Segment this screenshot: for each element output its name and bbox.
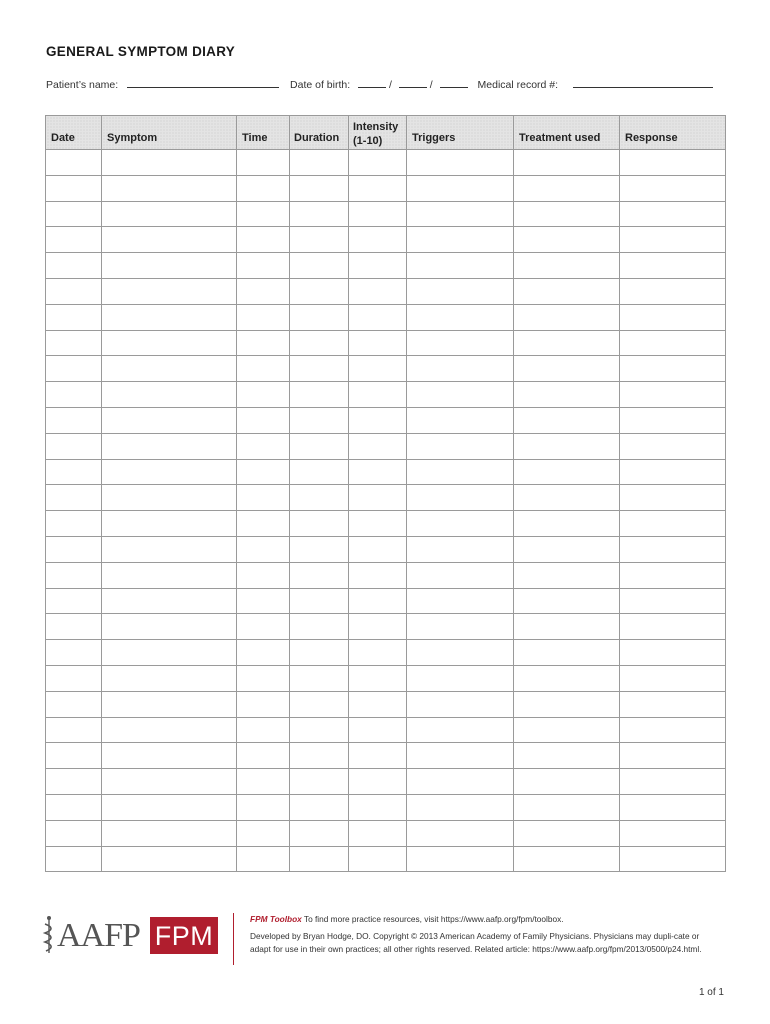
table-cell[interactable] [290, 407, 349, 433]
table-cell[interactable] [102, 150, 237, 176]
table-cell[interactable] [46, 640, 102, 666]
table-cell[interactable] [514, 433, 620, 459]
table-cell[interactable] [237, 253, 290, 279]
table-cell[interactable] [407, 536, 514, 562]
table-cell[interactable] [237, 846, 290, 872]
table-cell[interactable] [46, 820, 102, 846]
table-cell[interactable] [620, 743, 726, 769]
table-cell[interactable] [290, 691, 349, 717]
table-cell[interactable] [620, 511, 726, 537]
header-time: Time [237, 116, 290, 150]
table-row [46, 562, 726, 588]
table-cell[interactable] [102, 304, 237, 330]
table-cell[interactable] [102, 382, 237, 408]
table-cell[interactable] [349, 227, 407, 253]
table-cell[interactable] [407, 665, 514, 691]
table-cell[interactable] [46, 175, 102, 201]
table-row [46, 640, 726, 666]
table-cell[interactable] [102, 769, 237, 795]
footer-divider [233, 913, 234, 965]
table-cell[interactable] [349, 769, 407, 795]
table-cell[interactable] [102, 743, 237, 769]
table-cell[interactable] [620, 665, 726, 691]
table-cell[interactable] [102, 588, 237, 614]
table-cell[interactable] [290, 201, 349, 227]
document-title: GENERAL SYMPTOM DIARY [46, 44, 236, 59]
table-cell[interactable] [102, 201, 237, 227]
table-cell[interactable] [407, 382, 514, 408]
table-cell[interactable] [290, 304, 349, 330]
table-row [46, 794, 726, 820]
table-cell[interactable] [407, 407, 514, 433]
table-cell[interactable] [102, 562, 237, 588]
table-cell[interactable] [237, 433, 290, 459]
table-row [46, 691, 726, 717]
table-cell[interactable] [102, 227, 237, 253]
table-cell[interactable] [237, 278, 290, 304]
table-cell[interactable] [349, 562, 407, 588]
symptom-diary-table [45, 115, 726, 872]
table-cell[interactable] [407, 691, 514, 717]
table-cell[interactable] [290, 382, 349, 408]
table-row [46, 304, 726, 330]
table-cell[interactable] [290, 278, 349, 304]
table-cell[interactable] [620, 304, 726, 330]
table-cell[interactable] [46, 253, 102, 279]
table-cell[interactable] [102, 433, 237, 459]
table-cell[interactable] [237, 743, 290, 769]
table-cell[interactable] [514, 150, 620, 176]
table-cell[interactable] [46, 511, 102, 537]
table-cell[interactable] [290, 588, 349, 614]
table-row [46, 743, 726, 769]
patient-name-label: Patient’s name: [46, 79, 119, 91]
table-cell[interactable] [514, 278, 620, 304]
table-cell[interactable] [102, 640, 237, 666]
table-cell[interactable] [514, 691, 620, 717]
table-cell[interactable] [620, 640, 726, 666]
table-header-row [46, 116, 726, 150]
toolbox-line [250, 913, 720, 925]
table-cell[interactable] [407, 743, 514, 769]
table-cell[interactable] [290, 459, 349, 485]
table-cell[interactable] [102, 691, 237, 717]
table-body [46, 150, 726, 872]
table-cell[interactable] [620, 407, 726, 433]
table-cell[interactable] [237, 794, 290, 820]
table-cell[interactable] [514, 382, 620, 408]
table-cell[interactable] [46, 485, 102, 511]
table-row [46, 459, 726, 485]
dob-month-field[interactable] [358, 77, 386, 88]
table-cell[interactable] [237, 820, 290, 846]
table-cell[interactable] [46, 227, 102, 253]
table-cell[interactable] [349, 382, 407, 408]
table-cell[interactable] [349, 511, 407, 537]
table-cell[interactable] [46, 201, 102, 227]
table-cell[interactable] [349, 459, 407, 485]
table-cell[interactable] [349, 356, 407, 382]
table-cell[interactable] [620, 614, 726, 640]
table-cell[interactable] [349, 665, 407, 691]
table-cell[interactable] [237, 640, 290, 666]
table-cell[interactable] [620, 588, 726, 614]
table-cell[interactable] [290, 511, 349, 537]
dob-label: Date of birth: [290, 79, 351, 91]
table-cell[interactable] [620, 330, 726, 356]
table-cell[interactable] [620, 201, 726, 227]
table-cell[interactable] [237, 227, 290, 253]
table-cell[interactable] [102, 511, 237, 537]
table-cell[interactable] [349, 717, 407, 743]
table-cell[interactable] [46, 407, 102, 433]
table-cell[interactable] [102, 175, 237, 201]
table-cell[interactable] [514, 614, 620, 640]
header-response: Response [620, 116, 726, 150]
table-cell[interactable] [514, 511, 620, 537]
table-cell[interactable] [46, 614, 102, 640]
table-cell[interactable] [290, 227, 349, 253]
header-triggers: Triggers [407, 116, 514, 150]
table-cell[interactable] [349, 588, 407, 614]
table-cell[interactable] [514, 536, 620, 562]
table-cell[interactable] [514, 665, 620, 691]
fpm-badge: FPM [150, 917, 218, 954]
table-cell[interactable] [237, 356, 290, 382]
credit-text: Developed by Bryan Hodge, DO. Copyright © 2013 American Academy of Family Physicians. Physicians may dupli-cate or adapt for use in their own practices; all other rights reserved. Related article: https://www.aafp.org/fpm/2013/0500/p24.html. [250, 931, 702, 954]
table-cell[interactable] [407, 253, 514, 279]
table-cell[interactable] [237, 588, 290, 614]
table-cell[interactable] [407, 769, 514, 795]
table-cell[interactable] [620, 794, 726, 820]
table-cell[interactable] [46, 304, 102, 330]
table-cell[interactable] [620, 820, 726, 846]
table-row [46, 175, 726, 201]
table-cell[interactable] [620, 691, 726, 717]
table-cell[interactable] [514, 485, 620, 511]
header-duration: Duration [290, 116, 349, 150]
table-cell[interactable] [290, 150, 349, 176]
table-cell[interactable] [290, 253, 349, 279]
table-cell[interactable] [349, 614, 407, 640]
header-intensity-line2: (1-10) [353, 134, 383, 147]
table-row [46, 253, 726, 279]
table-cell[interactable] [407, 201, 514, 227]
table-cell[interactable] [102, 459, 237, 485]
table-cell[interactable] [237, 330, 290, 356]
table-cell[interactable] [514, 717, 620, 743]
table-cell[interactable] [46, 356, 102, 382]
table-cell[interactable] [349, 253, 407, 279]
table-cell[interactable] [290, 433, 349, 459]
table-cell[interactable] [514, 562, 620, 588]
table-cell[interactable] [620, 846, 726, 872]
table-cell[interactable] [46, 691, 102, 717]
table-cell[interactable] [620, 562, 726, 588]
footer-text [250, 913, 720, 960]
dob-separator: / [429, 79, 433, 91]
table-row [46, 588, 726, 614]
table-cell[interactable] [407, 175, 514, 201]
table-cell[interactable] [46, 433, 102, 459]
table-cell[interactable] [46, 150, 102, 176]
table-cell[interactable] [407, 846, 514, 872]
table-cell[interactable] [237, 304, 290, 330]
table-cell[interactable] [237, 769, 290, 795]
table-cell[interactable] [620, 356, 726, 382]
table-cell[interactable] [290, 562, 349, 588]
table-cell[interactable] [620, 717, 726, 743]
table-cell[interactable] [514, 769, 620, 795]
table-cell[interactable] [349, 201, 407, 227]
dob-day-field[interactable] [399, 77, 427, 88]
table-cell[interactable] [102, 407, 237, 433]
table-row [46, 433, 726, 459]
table-cell[interactable] [407, 562, 514, 588]
table-cell[interactable] [102, 330, 237, 356]
table-cell[interactable] [407, 356, 514, 382]
table-cell[interactable] [514, 175, 620, 201]
table-cell[interactable] [290, 175, 349, 201]
table-cell[interactable] [290, 743, 349, 769]
table-cell[interactable] [349, 433, 407, 459]
table-cell[interactable] [514, 743, 620, 769]
patient-name-field[interactable] [127, 77, 279, 88]
table-cell[interactable] [102, 356, 237, 382]
table-cell[interactable] [237, 536, 290, 562]
table-cell[interactable] [407, 485, 514, 511]
table-cell[interactable] [102, 665, 237, 691]
table-cell[interactable] [46, 330, 102, 356]
page-number: 1 of 1 [698, 987, 724, 998]
table-cell[interactable] [290, 536, 349, 562]
table-cell[interactable] [407, 640, 514, 666]
table-cell[interactable] [620, 769, 726, 795]
table-cell[interactable] [620, 536, 726, 562]
table-cell[interactable] [46, 665, 102, 691]
table-cell[interactable] [46, 382, 102, 408]
table-cell[interactable] [237, 562, 290, 588]
header-treatment-used: Treatment used [514, 116, 620, 150]
caduceus-icon [42, 915, 56, 955]
table-cell[interactable] [237, 150, 290, 176]
table-cell[interactable] [349, 304, 407, 330]
table-cell[interactable] [407, 330, 514, 356]
toolbox-text: To find more practice resources, visit https://www.aafp.org/fpm/toolbox. [301, 914, 564, 924]
header-intensity-line1: Intensity [353, 120, 399, 133]
patient-info-row [46, 77, 713, 91]
table-cell[interactable] [102, 794, 237, 820]
table-cell[interactable] [620, 433, 726, 459]
toolbox-label: FPM Toolbox [250, 914, 302, 924]
medical-record-field[interactable] [573, 77, 713, 88]
table-cell[interactable] [290, 330, 349, 356]
table-cell[interactable] [290, 820, 349, 846]
table-cell[interactable] [237, 691, 290, 717]
table-cell[interactable] [349, 485, 407, 511]
table-cell[interactable] [237, 201, 290, 227]
table-cell[interactable] [46, 588, 102, 614]
table-row [46, 330, 726, 356]
table-cell[interactable] [290, 485, 349, 511]
table-cell[interactable] [102, 536, 237, 562]
table-cell[interactable] [237, 614, 290, 640]
table-row [46, 665, 726, 691]
table-cell[interactable] [46, 459, 102, 485]
table-row [46, 536, 726, 562]
table-cell[interactable] [514, 640, 620, 666]
header-intensity [349, 116, 407, 150]
table-cell[interactable] [102, 614, 237, 640]
medical-record-label: Medical record #: [477, 79, 559, 91]
table-row [46, 356, 726, 382]
table-row [46, 407, 726, 433]
table-cell[interactable] [46, 769, 102, 795]
table-cell[interactable] [349, 846, 407, 872]
table-cell[interactable] [102, 485, 237, 511]
table-cell[interactable] [514, 459, 620, 485]
aafp-logo-text: AAFP [57, 917, 140, 954]
table-cell[interactable] [620, 227, 726, 253]
table-cell[interactable] [407, 588, 514, 614]
header-symptom: Symptom [102, 116, 237, 150]
table-cell[interactable] [46, 743, 102, 769]
table-cell[interactable] [237, 175, 290, 201]
table-cell[interactable] [290, 356, 349, 382]
table-cell[interactable] [407, 227, 514, 253]
table-row [46, 278, 726, 304]
table-cell[interactable] [349, 691, 407, 717]
table-cell[interactable] [349, 175, 407, 201]
table-cell[interactable] [102, 717, 237, 743]
table-cell[interactable] [46, 846, 102, 872]
table-row [46, 201, 726, 227]
table-row [46, 485, 726, 511]
table-row [46, 511, 726, 537]
table-cell[interactable] [514, 201, 620, 227]
table-cell[interactable] [620, 253, 726, 279]
table-cell[interactable] [237, 717, 290, 743]
table-cell[interactable] [514, 407, 620, 433]
table-cell[interactable] [237, 665, 290, 691]
table-cell[interactable] [102, 278, 237, 304]
dob-year-field[interactable] [440, 77, 468, 88]
table-cell[interactable] [102, 846, 237, 872]
table-cell[interactable] [349, 794, 407, 820]
table-cell[interactable] [46, 794, 102, 820]
table-cell[interactable] [407, 717, 514, 743]
table-cell[interactable] [407, 794, 514, 820]
table-cell[interactable] [349, 407, 407, 433]
table-cell[interactable] [407, 150, 514, 176]
table-row [46, 846, 726, 872]
table-cell[interactable] [620, 382, 726, 408]
table-cell[interactable] [514, 588, 620, 614]
table-cell[interactable] [46, 717, 102, 743]
table-cell[interactable] [407, 614, 514, 640]
table-cell[interactable] [237, 459, 290, 485]
table-cell[interactable] [407, 304, 514, 330]
table-cell[interactable] [514, 330, 620, 356]
table-row [46, 717, 726, 743]
table-cell[interactable] [349, 640, 407, 666]
table-cell[interactable] [349, 278, 407, 304]
table-cell[interactable] [514, 794, 620, 820]
table-cell[interactable] [407, 459, 514, 485]
table-cell[interactable] [46, 278, 102, 304]
table-row [46, 820, 726, 846]
table-cell[interactable] [237, 382, 290, 408]
table-cell[interactable] [620, 150, 726, 176]
table-cell[interactable] [290, 614, 349, 640]
table-cell[interactable] [407, 820, 514, 846]
table-row [46, 382, 726, 408]
table-cell[interactable] [349, 330, 407, 356]
table-cell[interactable] [407, 511, 514, 537]
table-cell[interactable] [514, 846, 620, 872]
table-cell[interactable] [514, 227, 620, 253]
header-date: Date [46, 116, 102, 150]
table-cell[interactable] [237, 485, 290, 511]
table-cell[interactable] [290, 769, 349, 795]
table-row [46, 150, 726, 176]
dob-separator: / [389, 79, 392, 91]
table-cell[interactable] [349, 743, 407, 769]
table-cell[interactable] [349, 820, 407, 846]
table-cell[interactable] [407, 433, 514, 459]
table-cell[interactable] [237, 511, 290, 537]
table-row [46, 614, 726, 640]
table-cell[interactable] [620, 485, 726, 511]
table-cell[interactable] [290, 665, 349, 691]
table-cell[interactable] [407, 278, 514, 304]
table-cell[interactable] [514, 356, 620, 382]
table-cell[interactable] [237, 407, 290, 433]
table-cell[interactable] [46, 562, 102, 588]
table-cell[interactable] [102, 253, 237, 279]
table-cell[interactable] [514, 253, 620, 279]
table-cell[interactable] [290, 794, 349, 820]
table-row [46, 227, 726, 253]
table-cell[interactable] [514, 820, 620, 846]
table-cell[interactable] [46, 536, 102, 562]
table-row [46, 769, 726, 795]
table-cell[interactable] [349, 536, 407, 562]
table-cell[interactable] [290, 846, 349, 872]
table-cell[interactable] [290, 640, 349, 666]
table-cell[interactable] [102, 820, 237, 846]
table-cell[interactable] [620, 175, 726, 201]
table-cell[interactable] [349, 150, 407, 176]
table-cell[interactable] [290, 717, 349, 743]
table-cell[interactable] [514, 304, 620, 330]
table-cell[interactable] [620, 459, 726, 485]
table-cell[interactable] [620, 278, 726, 304]
